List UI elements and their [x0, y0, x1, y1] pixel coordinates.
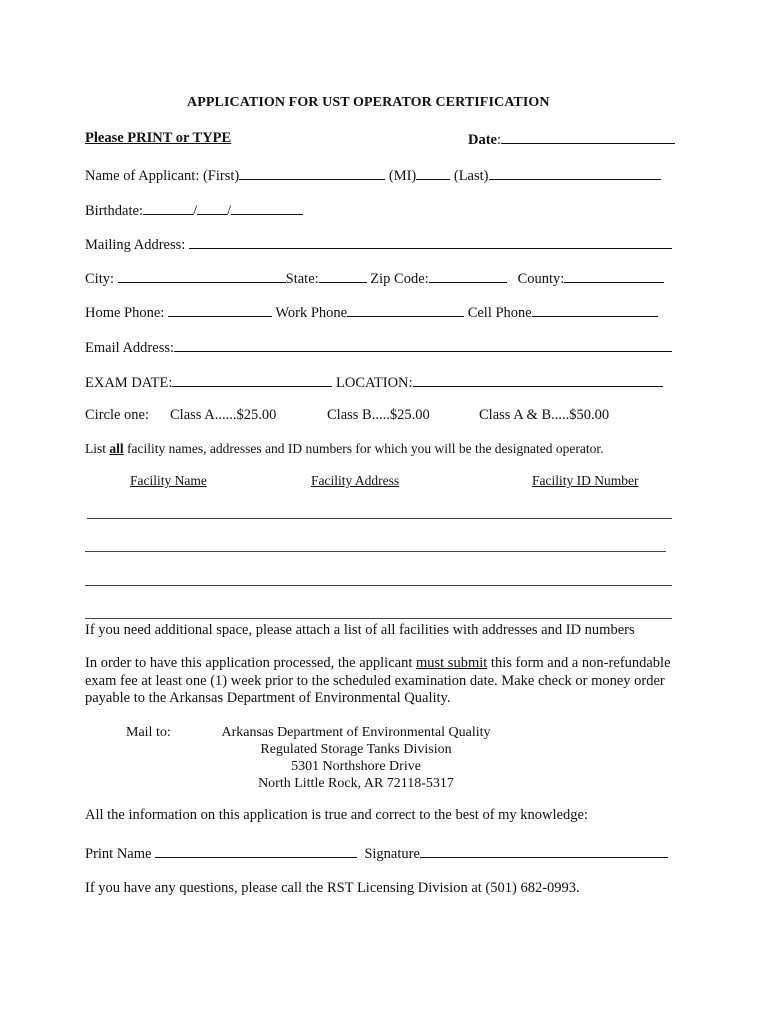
- mailing-address-block: [206, 724, 506, 792]
- location-label: LOCATION:: [336, 375, 413, 391]
- mailing-address-field[interactable]: [189, 234, 672, 249]
- date-label: Date: [468, 132, 497, 148]
- home-phone-label: Home Phone:: [85, 305, 165, 321]
- print-instruction: Please PRINT or TYPE: [85, 130, 232, 146]
- print-name-label: Print Name: [85, 846, 152, 862]
- processing-paragraph: [85, 655, 675, 708]
- signature-field[interactable]: [420, 843, 668, 858]
- mi-label: (MI): [388, 168, 417, 184]
- birthdate-sep: /: [227, 203, 232, 219]
- form-title: APPLICATION FOR UST OPERATOR CERTIFICATION: [187, 95, 550, 110]
- facility-address-header: Facility Address: [311, 473, 400, 488]
- address-line: Regulated Storage Tanks Division: [260, 742, 452, 757]
- attestation-text: All the information on this application is true and correct to the best of my knowledge:: [85, 807, 588, 823]
- first-name-label: Name of Applicant: (First): [85, 168, 240, 184]
- mail-to-label: Mail to:: [126, 725, 171, 740]
- email-label: Email Address:: [85, 340, 175, 356]
- list-instruction-pre: List: [85, 441, 110, 456]
- facility-line-4[interactable]: [85, 618, 672, 619]
- last-name-field[interactable]: [489, 165, 661, 180]
- email-field[interactable]: [174, 337, 672, 352]
- processing-post: this form and a non-refundable exam fee at least one (1) week prior to the scheduled examination date. Make check or money order payable to the Arkansas Department of Environmental Quality.: [85, 655, 671, 706]
- location-field[interactable]: [413, 372, 663, 387]
- list-instruction: [85, 440, 604, 458]
- class-b-option[interactable]: Class B.....$25.00: [327, 407, 430, 423]
- birthdate-row: [85, 200, 303, 220]
- mailing-address-label: Mailing Address:: [85, 237, 186, 253]
- birthdate-sep: /: [193, 203, 198, 219]
- address-line: 5301 Northshore Drive: [291, 759, 421, 774]
- questions-text: If you have any questions, please call the RST Licensing Division at (501) 682-0993.: [85, 880, 580, 896]
- birth-year-field[interactable]: [231, 200, 303, 215]
- county-label: County:: [517, 271, 565, 287]
- state-field[interactable]: [319, 268, 367, 283]
- cell-phone-field[interactable]: [532, 302, 658, 317]
- exam-date-field[interactable]: [172, 372, 332, 387]
- mailing-address-row: [85, 234, 672, 254]
- address-line: North Little Rock, AR 72118-5317: [258, 776, 454, 791]
- email-row: [85, 337, 672, 357]
- name-row: [85, 165, 661, 185]
- zip-label: Zip Code:: [370, 271, 429, 287]
- county-field[interactable]: [564, 268, 664, 283]
- facility-id-header: Facility ID Number: [532, 473, 639, 488]
- address-line: Arkansas Department of Environmental Quality: [221, 725, 491, 740]
- zip-field[interactable]: [429, 268, 507, 283]
- signature-row: [85, 843, 668, 863]
- date-field[interactable]: [501, 129, 675, 144]
- date-row: [468, 129, 675, 149]
- list-instruction-post: facility names, addresses and ID numbers for which you will be the designated operator.: [123, 441, 604, 456]
- cell-phone-label: Cell Phone: [467, 305, 532, 321]
- home-phone-field[interactable]: [168, 302, 272, 317]
- facility-line-1[interactable]: [87, 518, 672, 519]
- class-a-option[interactable]: Class A......$25.00: [170, 407, 277, 423]
- first-name-field[interactable]: [239, 165, 385, 180]
- city-label: City:: [85, 271, 115, 287]
- signature-label: Signature: [364, 846, 420, 862]
- exam-row: [85, 372, 663, 392]
- facility-line-3[interactable]: [85, 585, 672, 586]
- circle-one-label: Circle one:: [85, 407, 150, 423]
- facility-line-2[interactable]: [85, 551, 666, 552]
- facility-name-header: Facility Name: [130, 473, 207, 488]
- birthdate-label: Birthdate:: [85, 203, 143, 219]
- work-phone-label: Work Phone: [275, 305, 348, 321]
- city-field[interactable]: [118, 268, 286, 283]
- phone-row: [85, 302, 658, 322]
- processing-emphasis: must submit: [415, 655, 488, 671]
- mi-field[interactable]: [416, 165, 450, 180]
- class-ab-option[interactable]: Class A & B.....$50.00: [479, 407, 610, 423]
- list-instruction-emphasis: all: [109, 441, 124, 456]
- state-label: State:: [285, 271, 319, 287]
- birth-day-field[interactable]: [197, 200, 227, 215]
- additional-space-note: If you need additional space, please attach a list of all facilities with addresses and ID numbers: [85, 622, 635, 638]
- last-name-label: (Last): [453, 168, 489, 184]
- date-colon: :: [497, 132, 502, 148]
- city-row: [85, 268, 664, 288]
- print-name-field[interactable]: [155, 843, 357, 858]
- work-phone-field[interactable]: [347, 302, 464, 317]
- processing-pre: In order to have this application processed, the applicant: [85, 655, 416, 671]
- exam-date-label: EXAM DATE:: [85, 375, 173, 391]
- birth-month-field[interactable]: [143, 200, 193, 215]
